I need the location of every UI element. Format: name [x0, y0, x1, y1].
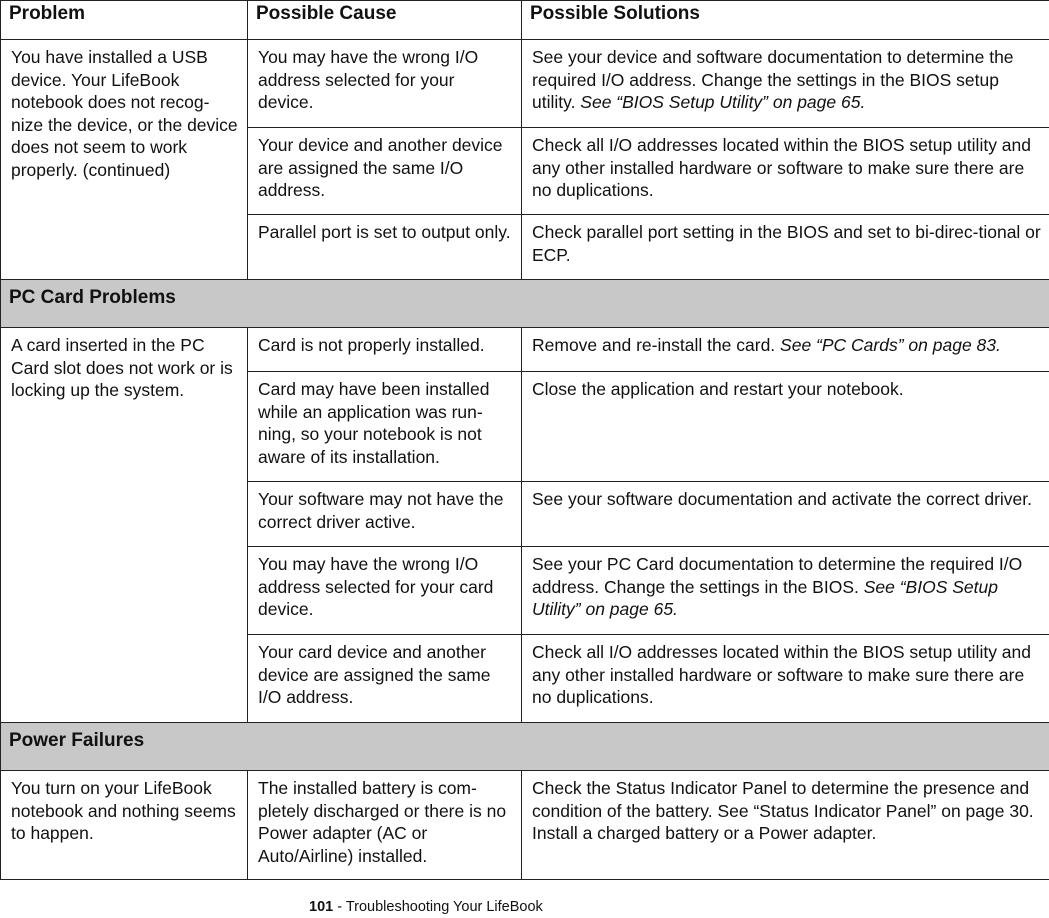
- solution-cell: Check all I/O addresses located within the BIOS setup utility and any other installed hardware or software to make sure there are no duplications.: [522, 635, 1049, 723]
- cause-cell: Your card device and another device are assigned the same I/O address.: [248, 635, 522, 723]
- cause-cell: Parallel port is set to output only.: [248, 215, 522, 280]
- page-number: 101: [309, 899, 334, 915]
- section-title-pc-card: PC Card Problems: [1, 280, 1049, 328]
- problem-usb: You have installed a USB device. Your LifeBook notebook does not recog-nize the device, or the device does not seem to work properly. (continued): [1, 40, 248, 280]
- problem-power: You turn on your LifeBook notebook and nothing seems to happen.: [1, 771, 248, 880]
- header-possible-cause: Possible Cause: [248, 1, 522, 40]
- section-header-row: [1, 280, 1049, 328]
- page-reference: See “BIOS Setup Utility” on page 65.: [532, 576, 998, 619]
- cause-cell: Card is not properly installed.: [248, 328, 522, 372]
- page-footer: [309, 898, 543, 916]
- solution-cell: Remove and re-install the card. See “PC Cards” on page 83.: [522, 328, 1049, 372]
- solution-cell: See your software documentation and activate the correct driver.: [522, 482, 1049, 547]
- header-problem: Problem: [1, 1, 248, 40]
- solution-cell: See your PC Card documentation to determine the required I/O address. Change the settings in the BIOS. See “BIOS Setup Utility” on page 65.: [522, 547, 1049, 635]
- solution-cell: Check all I/O addresses located within the BIOS setup utility and any other installed hardware or software to make sure there are no duplications.: [522, 128, 1049, 215]
- cause-cell: The installed battery is com-pletely discharged or there is no Power adapter (AC or Auto/Airline) installed.: [248, 771, 522, 880]
- table-row: [1, 328, 1049, 372]
- cause-cell: You may have the wrong I/O address selected for your device.: [248, 40, 522, 128]
- table-row: [1, 40, 1049, 128]
- cause-cell: You may have the wrong I/O address selected for your card device.: [248, 547, 522, 635]
- solution-cell: Check parallel port setting in the BIOS and set to bi-direc-tional or ECP.: [522, 215, 1049, 280]
- cause-cell: Card may have been installed while an application was run-ning, so your notebook is not aware of its installation.: [248, 372, 522, 482]
- solution-cell: See your device and software documentation to determine the required I/O address. Change the settings in the BIOS setup utility. See “BIOS Setup Utility” on page 65.: [522, 40, 1049, 128]
- solution-cell: Close the application and restart your notebook.: [522, 372, 1049, 482]
- page-reference: See “PC Cards” on page 83.: [780, 335, 1001, 355]
- table-row: [1, 771, 1049, 880]
- page-reference: See “BIOS Setup Utility” on page 65.: [580, 92, 866, 112]
- cause-cell: Your device and another device are assigned the same I/O address.: [248, 128, 522, 215]
- footer-title: - Troubleshooting Your LifeBook: [333, 899, 543, 915]
- cause-cell: Your software may not have the correct driver active.: [248, 482, 522, 547]
- section-title-power-failures: Power Failures: [1, 723, 1049, 771]
- problem-pc-card: A card inserted in the PC Card slot does not work or is locking up the system.: [1, 328, 248, 723]
- header-possible-solutions: Possible Solutions: [522, 1, 1049, 40]
- solution-cell: Check the Status Indicator Panel to determine the presence and condition of the battery. See “Status Indicator Panel” on page 30. Install a charged battery or a Power adapter.: [522, 771, 1049, 880]
- section-header-row: [1, 723, 1049, 771]
- table-header-row: [1, 1, 1049, 40]
